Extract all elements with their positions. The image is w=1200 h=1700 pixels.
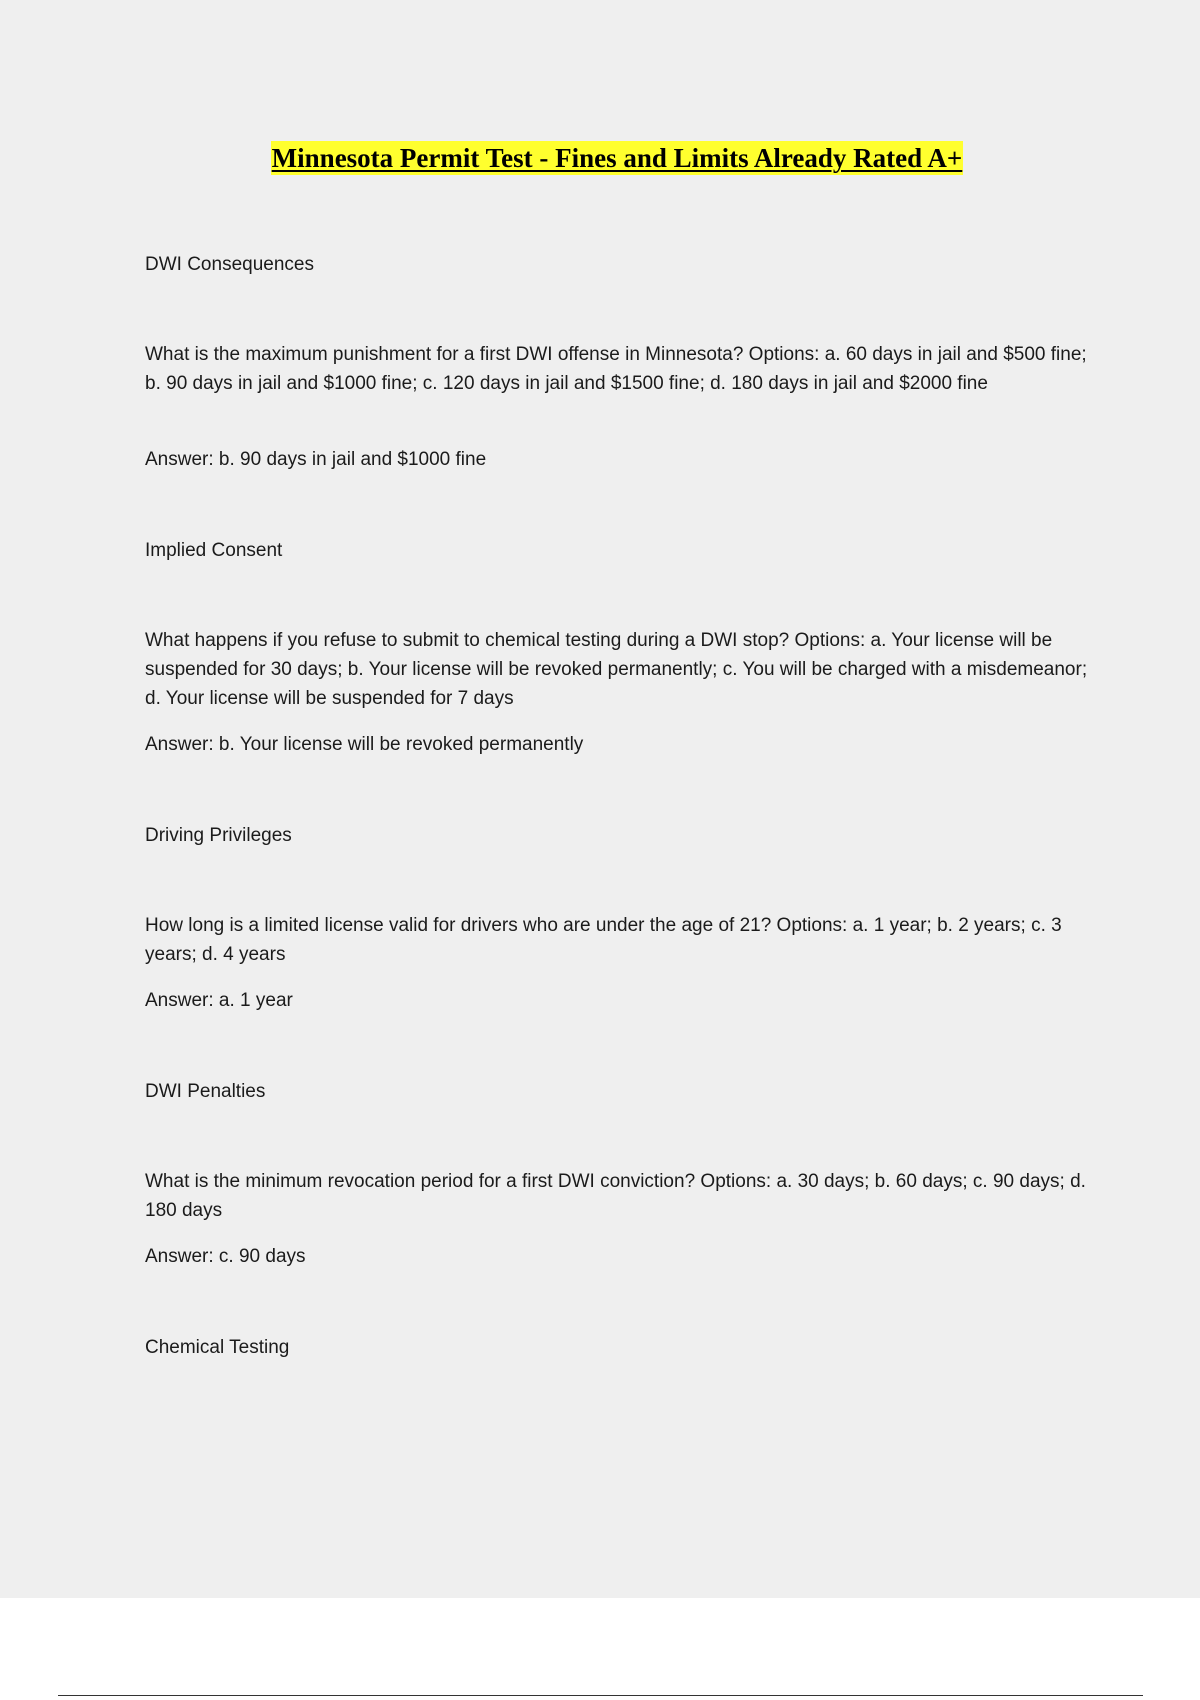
question-text: What happens if you refuse to submit to chemical testing during a DWI stop? Options: a. Your license will be suspended for 30 days; b. Your license will be revoked permanently; c. You will be charged with a misdemeanor; d. Your license will be suspended for 7 days (145, 630, 1088, 709)
document-title: Minnesota Permit Test - Fines and Limits Already Rated A+ (271, 143, 963, 173)
section-heading: DWI Consequences (145, 254, 314, 275)
section-heading: DWI Penalties (145, 1081, 266, 1102)
answer-text: Answer: c. 90 days (145, 1246, 306, 1267)
footer-divider (58, 1695, 1143, 1696)
section-heading: Chemical Testing (145, 1337, 290, 1358)
answer-text: Answer: a. 1 year (145, 990, 293, 1011)
question-text: What is the minimum revocation period for a first DWI conviction? Options: a. 30 days; b. 60 days; c. 90 days; d. 180 days (145, 1171, 1086, 1221)
answer-text: Answer: b. 90 days in jail and $1000 fine (145, 449, 487, 470)
section-heading: Implied Consent (145, 540, 283, 561)
section-heading: Driving Privileges (145, 825, 292, 846)
answer-text: Answer: b. Your license will be revoked permanently (145, 734, 584, 755)
question-text: What is the maximum punishment for a first DWI offense in Minnesota? Options: a. 60 days in jail and $500 fine; b. 90 days in jail and $1000 fine; c. 120 days in jail and $1500 fine; d. 180 days in jail and $2000 fine (145, 344, 1087, 394)
title-container (0, 141, 1200, 175)
question-text: How long is a limited license valid for drivers who are under the age of 21? Options: a. 1 year; b. 2 years; c. 3 years; d. 4 years (145, 915, 1062, 965)
